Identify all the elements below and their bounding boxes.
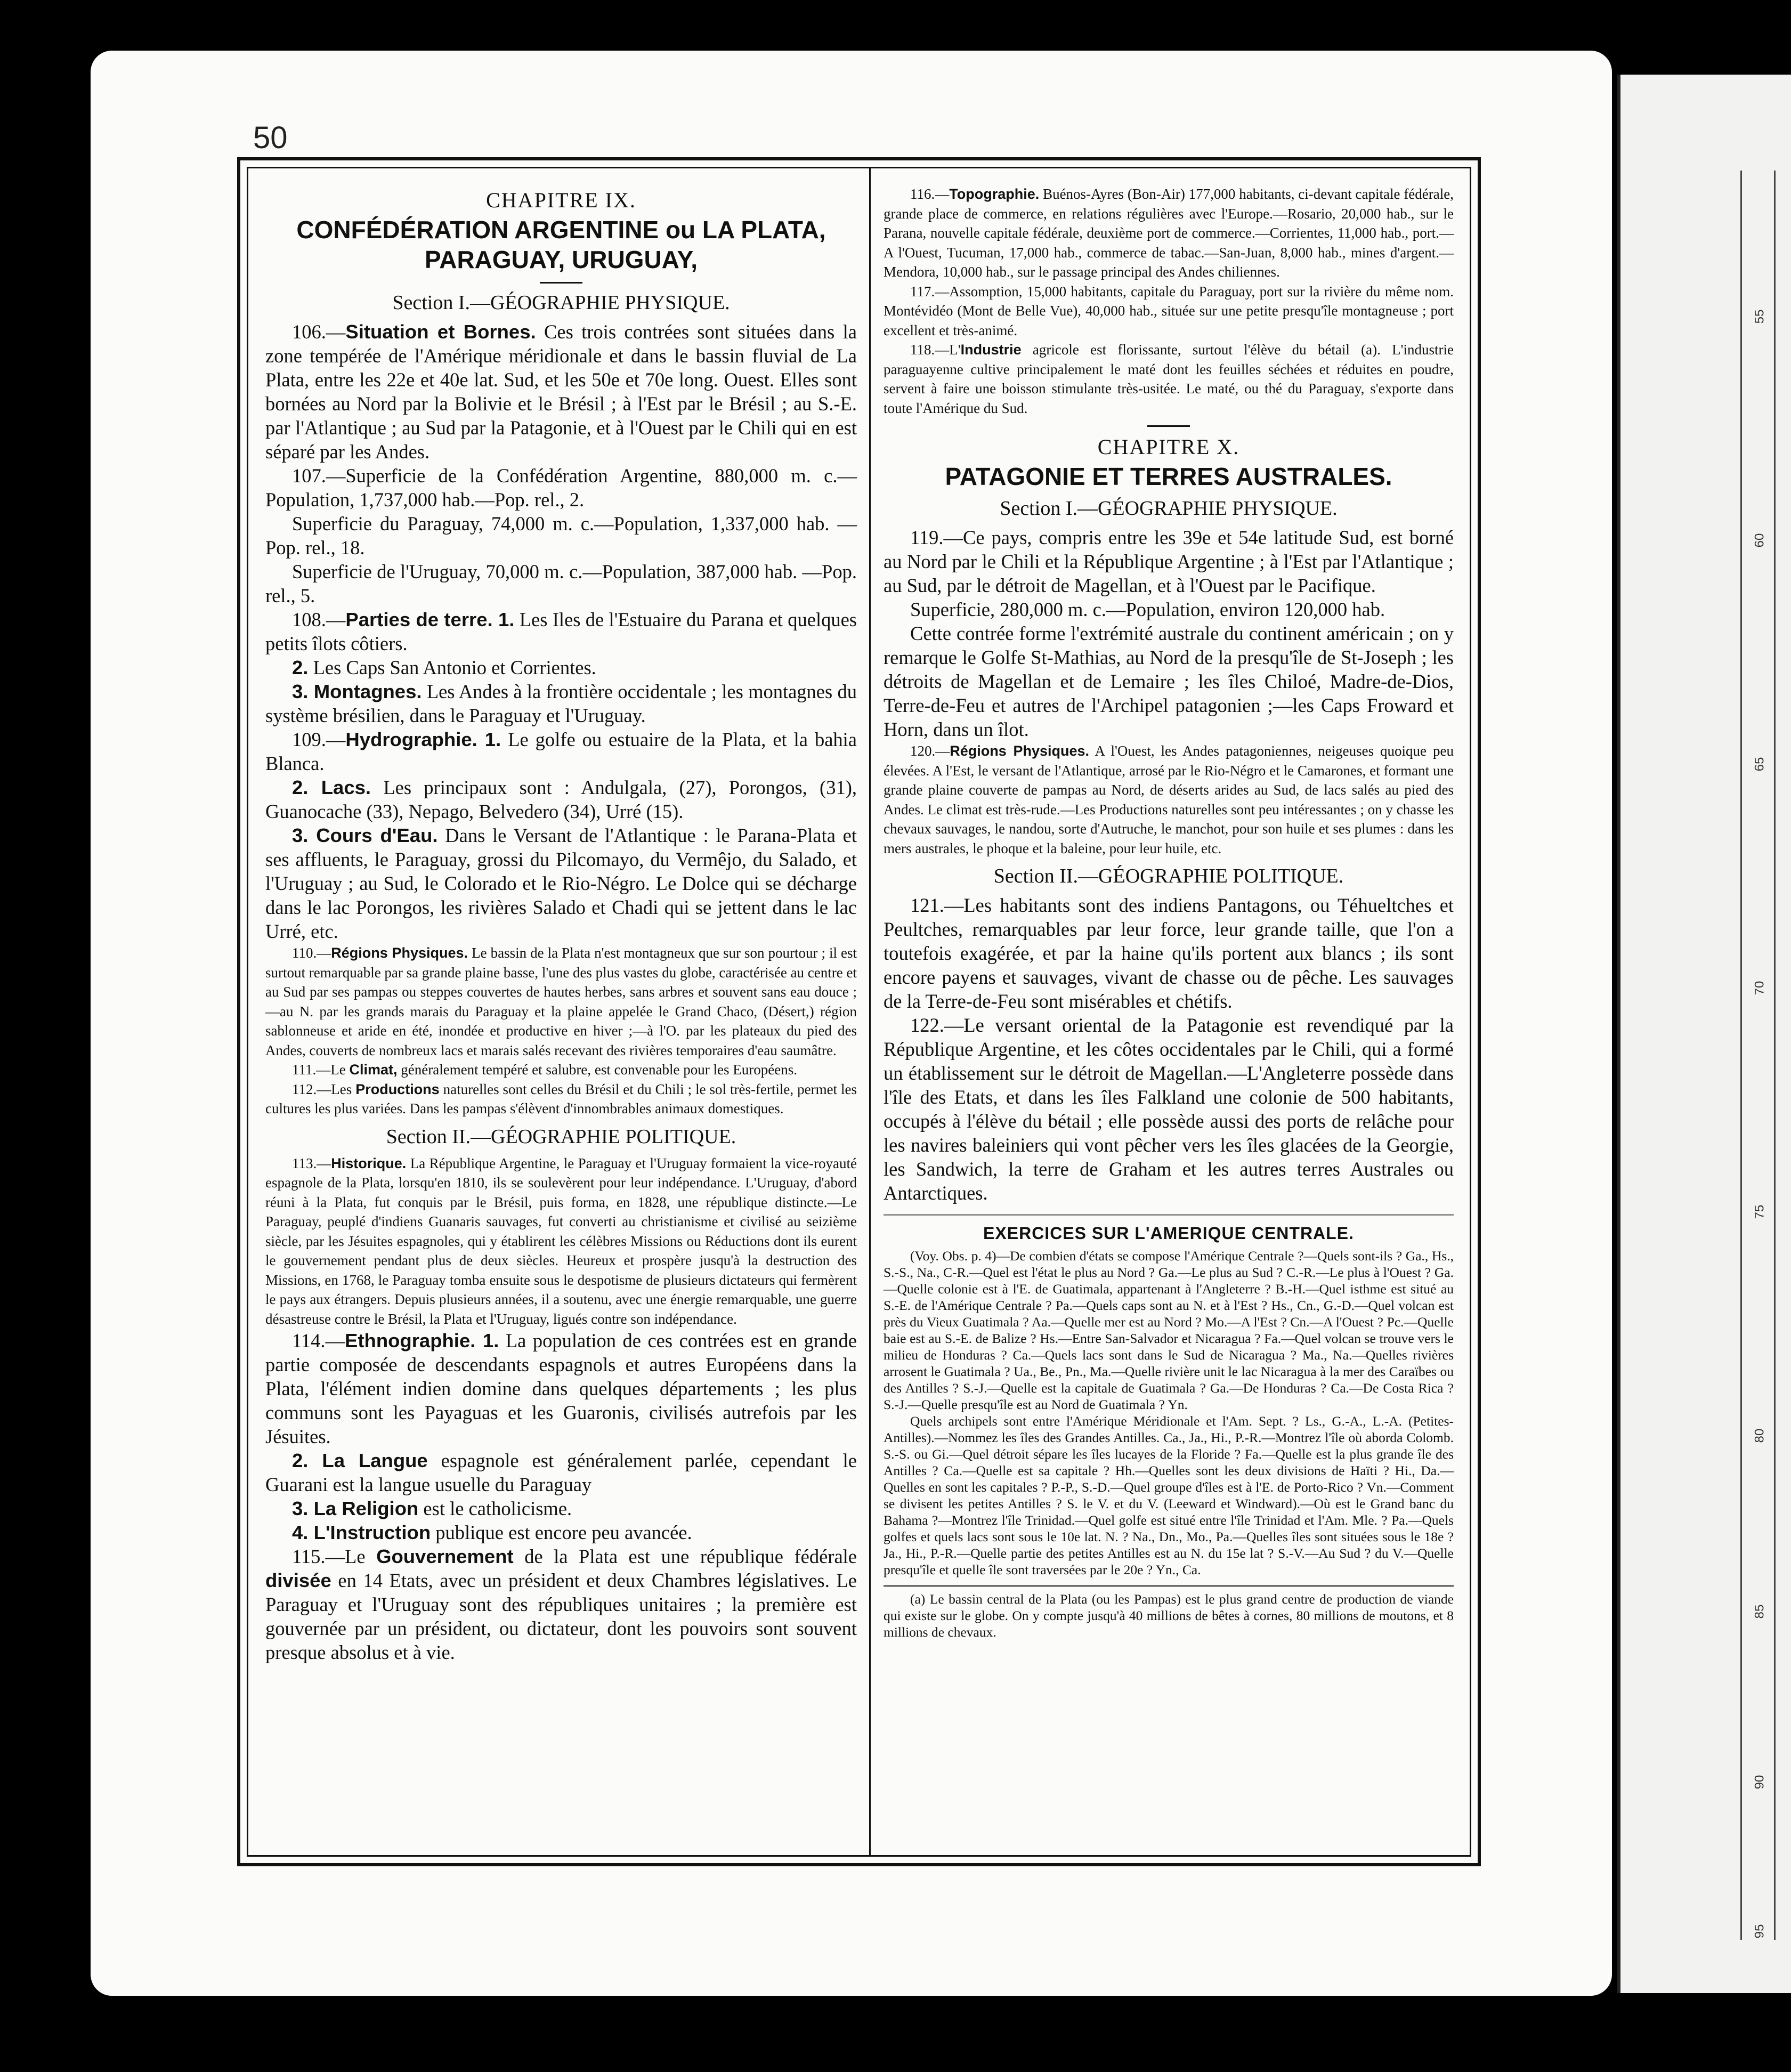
- exercise-block-2: Quels archipels sont entre l'Amérique Méridionale et l'Am. Sept. ? Ls., G.-A., L.-A. (Petites-Antilles).—Nommez les îles des Grandes Antilles. Ca., Ja., Hi., P.-R.—Montrez l'île où aborda Colomb. S.-S. ou Gi.—Quel détroit sépare les îles lucayes de la Floride ? Fa.—Quelle est la plus grande île des Antilles ? Ca.—Quelle est sa capitale ? Hh.—Quelles sont les deux divisions de Haïti ? Hi., Da.—Quelles en sont les capitales ? P.-P., S.-D.—Quel groupe d'îles est à l'E. de Porto-Rico ? Vn.—Comment se divisent les petites Antilles ? S. le V. et du V. (Leeward et Windward).—Où est le Grand banc du Bahama ?—Montrez l'île Trinidad.—Quel golfe est situé entre l'île Trinidad et l'Am. Mle. ? Pa.—Quels golfes et quels lacs sont sous le 10e lat. N. ? Na., Dn., Mo., Pa.—Quelles îles sont situées sous le 18e ? Ja., Hi., P.-R.—Quelle partie des petites Antilles est au N. du 15e lat ? S.-V.—Au Sud ? du V.—Quelle presqu'île et quelle île sont traversées par le 20e ? Yn., Ca.: [884, 1413, 1454, 1577]
- ruler-label: 85: [1752, 1604, 1767, 1619]
- chapter-rule: [1147, 425, 1190, 427]
- paragraph-111: 111.—Le Climat, généralement tempéré et salubre, est convenable pour les Européens.: [292, 1062, 797, 1078]
- section-heading: Section I.—GÉOGRAPHIE PHYSIQUE.: [1000, 497, 1338, 520]
- content-frame: [237, 157, 1481, 1866]
- exercise-block-1: (Voy. Obs. p. 4)—De combien d'états se compose l'Amérique Centrale ?—Quels sont-ils ? Ga., Hs., S.-S., Na., C-R.—Quel est l'état le plus au Nord ? Ga.—Le plus au Sud ? C.-R.—Le plus à l'Ouest ? Ga.—Quelle colonie est à l'E. de Guatimala, appartenant à l'Angleterre ? B.-H.—Quel isthme est situé au S.-E. de l'Amérique Centrale ? Pa.—Quels caps sont au N. et à l'Est ? Hs., Cn., G.-D.—Quel volcan est près du Vieux Guatimala ? Aa.—Quelle mer est au Nord ? Mo.—A l'Est ? Cn.—A l'Ouest ? Pc.—Quelle baie est au S.-E. de Balize ? Hs.—Entre San-Salvador et Nicaragua ? Fa.—Quel volcan se trouve vers le milieu de Honduras ? Ca.—Quels lacs sont dans le Sud de Nicaragua ? Ma., Na.—Quelles rivières arrosent le Guatimala ? Ua., Be., Pn., Ma.—Quelle rivière unit le lac Nicaragua à la mer des Caraïbes ou des Antilles ? S.-J.—Quelle est la capitale de Guatimala ? Ga.—De Honduras ? Ca.—De Costa Rica ? S.-J.—Quelle presqu'île est au Nord de Guatimala ? Yn.: [884, 1248, 1454, 1412]
- paragraph-109-2: 2. Lacs. Les principaux sont : Andulgala, (27), Porongos, (31), Guanocache (33), Nepago, Belvedero (34), Urré (15).: [265, 776, 857, 822]
- paragraph-115: 115.—Le Gouvernement de la Plata est une république fédérale divisée en 14 Etats, avec un président et deux Chambres législatives. Le Paraguay et l'Uruguay sont des républiques unitaires ; la première est gouvernée par un président, ou dictateur, dont les pouvoirs sont souvent presque absolus et à vie.: [265, 1545, 857, 1663]
- side-scale-ruler: [1740, 171, 1776, 1940]
- paragraph-110: 110.—Régions Physiques. Le bassin de la Plata n'est montagneux que sur son pourtour ; il est surtout remarquable par sa grande plaine basse, l'une des plus vastes du globe, caractérisée au centre et au Sud par ses pampas ou steppes couvertes de hautes herbes, sans arbres et souvent sans eau douce ;—au N. par les grands marais du Paraguay et la plaine appelée le Grand Chaco, (Désert,) région sablonneuse et aride en été, inondée et productive en hiver ;—à l'O. par les plateaux du pied des Andes, couverts de nombreux lacs et marais salés recevant des rivières temporaires d'eau saumâtre.: [265, 945, 857, 1058]
- ruler-label: 70: [1752, 981, 1767, 995]
- paragraph-114: 114.—Ethnographie. 1. La population de ces contrées est en grande partie composée de descendants espagnols et autres Européens dans la Plata, l'élément indien domine dans quelques départements ; les plus communs sont les Payaguas et les Guaronis, civilisés autrefois par les Jésuites.: [265, 1330, 857, 1447]
- ruler-label: 75: [1752, 1204, 1767, 1219]
- paragraph-113: 113.—Historique. La République Argentine, le Paraguay et l'Uruguay formaient la vice-royauté espagnole de la Plata, lorsqu'en 1810, ils se soulevèrent pour leur indépendance. L'Uruguay, d'abord réuni à la Plata, fut conquis par le Brésil, puis forma, en 1828, une république distincte.—Le Paraguay, peuplé d'indiens Guanaris sauvages, fut converti au christianisme et civilisé au seizième siècle, par les Jésuites espagnoles, qui y établirent les célèbres Missions ou Réductions dont ils eurent le gouvernement pendant plus de deux siècles. Heureux et prospère jusqu'à la destruction des Missions, en 1768, le Paraguay tomba ensuite sous le despotisme de plusieurs dictateurs qui fermèrent le pays aux étrangers. Depuis plusieurs années, il a soutenu, avec une énergie remarquable, une guerre désastreuse contre le Brésil, la Plata et l'Uruguay, ligués contre son indépendance.: [265, 1155, 857, 1327]
- paragraph-119b: Superficie, 280,000 m. c.—Population, environ 120,000 hab.: [910, 598, 1385, 620]
- paragraph-108-3: 3. Montagnes. Les Andes à la frontière occidentale ; les montagnes du système brésilien, dans le Paraguay et l'Uruguay.: [265, 681, 857, 726]
- paragraph-119c: Cette contrée forme l'extrémité australe du continent américain ; on y remarque le Golfe St-Mathias, au Nord de la presqu'île de St-Joseph ; les détroits de Magellan et de Lemaire ; les îles Chiloé, Madre-de-Dios, Terre-de-Feu et autres de l'Archipel patagonien ;—les Caps Froward et Horn, dans un îlot.: [884, 622, 1454, 740]
- chapter-heading: CHAPITRE X.: [1097, 435, 1240, 459]
- chapter-title: PATAGONIE ET TERRES AUSTRALES.: [945, 463, 1392, 490]
- paragraph-119: 119.—Ce pays, compris entre les 39e et 54e latitude Sud, est borné au Nord par le Chili et la République Argentine ; à l'Est par l'Atlantique ; au Sud, par le détroit de Magellan, et à l'Ouest par le Pacifique.: [884, 527, 1454, 596]
- ruler-label: 90: [1752, 1775, 1767, 1790]
- paragraph-112: 112.—Les Productions naturelles sont celles du Brésil et du Chili ; le sol très-fertile, permet les cultures les plus variées. Dans les pampas s'élèvent d'innombrables animaux domestiques.: [265, 1081, 857, 1116]
- paragraph-114-2: 2. La Langue espagnole est généralement parlée, cependant le Guarani est la langue usuelle du Paraguay: [265, 1450, 857, 1495]
- paragraph-114-4: 4. L'Instruction publique est encore peu avancée.: [292, 1521, 692, 1543]
- exercise-separator: [884, 1215, 1454, 1216]
- title-rule: [540, 282, 582, 284]
- adjacent-page-edge: [1617, 75, 1791, 1993]
- paragraph-114-3: 3. La Religion est le catholicisme.: [292, 1498, 572, 1519]
- paragraph-106: 106.—Situation et Bornes. Ces trois contrées sont situées dans la zone tempérée de l'Amérique méridionale et dans le bassin fluvial de La Plata, entre les 22e et 40e lat. Sud, et les 50e et 70e long. Ouest. Elles sont bornées au Nord par la Bolivie et le Brésil ; à l'Est par le Brésil ; au S.-E. par l'Atlantique ; au Sud par la Patagonie, et à l'Ouest par le Chili qui en est séparé par les Andes.: [265, 321, 857, 463]
- ruler-label: 80: [1752, 1428, 1767, 1443]
- chapter-heading: CHAPITRE IX.: [486, 188, 636, 212]
- paragraph-121: 121.—Les habitants sont des indiens Pantagons, ou Téhueltches et Peultches, remarquables par leur force, leur grande taille, que l'on a toutefois exagérée, et par la haine qu'ils portent aux blancs ; ils sont encore payens et sauvages, vivant de chasse ou de pêche. Les sauvages de la Terre-de-Feu sont misérables et chétifs.: [884, 894, 1454, 1012]
- ruler-label: 55: [1752, 309, 1767, 324]
- ruler-label: 60: [1752, 533, 1767, 548]
- footnote: (a) Le bassin central de la Plata (ou les Pampas) est le plus grand centre de production de viande qui existe sur le globe. On y compte jusqu'à 40 millions de bêtes à cornes, 80 millions de moutons, et 8 millions de chevaux.: [884, 1591, 1454, 1640]
- paragraph-109: 109.—Hydrographie. 1. Le golfe ou estuaire de la Plata, et la bahia Blanca.: [265, 729, 857, 774]
- paragraph-109-3: 3. Cours d'Eau. Dans le Versant de l'Atlantique : le Parana-Plata et ses affluents, le Paraguay, grossi du Pilcomayo, du Vermêjo, du Salado, et l'Uruguay ; au Sud, le Colorado et le Rio-Négro. Le Dolce qui se décharge dans le lac Porongos, les rivières Salado et Chadi qui se jettent dans le lac Urré, etc.: [265, 824, 857, 942]
- ruler-label: 95: [1752, 1924, 1767, 1939]
- paragraph-107b: Superficie du Paraguay, 74,000 m. c.—Population, 1,337,000 hab. —Pop. rel., 18.: [265, 513, 857, 559]
- left-column: [265, 184, 857, 1839]
- inner-frame: [247, 167, 1471, 1857]
- paragraph-117: 117.—Assomption, 15,000 habitants, capitale du Paraguay, port sur la rivière du même nom. Montévidéo (Mont de Belle Vue), 40,000 hab., située sur une petite presqu'île montagneuse ; port excellent et très-animé.: [884, 283, 1454, 338]
- page-number: 50: [253, 120, 288, 155]
- right-column: [884, 184, 1454, 1839]
- chapter-title: CONFÉDÉRATION ARGENTINE ou LA PLATA,: [296, 216, 826, 244]
- exercise-title: EXERCICES SUR L'AMERIQUE CENTRALE.: [983, 1224, 1354, 1243]
- section-heading: Section II.—GÉOGRAPHIE POLITIQUE.: [993, 865, 1344, 887]
- paragraph-116: 116.—Topographie. Buénos-Ayres (Bon-Air) 177,000 habitants, ci-devant capitale fédérale, grande place de commerce, en relations régulières avec l'Europe.—Rosario, 20,000 hab., sur le Parana, nouvelle capitale fédérale, deuxième port de commerce.—Corrientes, 11,000 hab., port.—A l'Ouest, Tucuman, 17,000 hab., commerce de tabac.—San-Juan, 8,000 hab., mines d'argent.—Mendora, 10,000 hab., sur le passage principal des Andes chiliennes.: [884, 186, 1454, 280]
- paragraph-120: 120.—Régions Physiques. A l'Ouest, les Andes patagoniennes, neigeuses quoique peu élevées. A l'Est, le versant de l'Atlantique, arrosé par le Rio-Négro et le Camarones, et formant une grande plaine couverte de pampas au Nord, de déserts arides au Sud, de lacs salés au pied des Andes. Le climat est très-rude.—Les Productions naturelles sont peu intéressantes ; on y chasse les chevaux sauvages, le nandou, sorte d'Autruche, le manchot, pour son huile et ses plumes : dans les mers australes, le phoque et la baleine, pour leur huile, etc.: [884, 743, 1454, 856]
- section-heading: Section I.—GÉOGRAPHIE PHYSIQUE.: [392, 292, 730, 314]
- column-divider: [869, 168, 871, 1855]
- paragraph-108: 108.—Parties de terre. 1. Les Iles de l'Estuaire du Parana et quelques petits îlots côtiers.: [265, 609, 857, 654]
- paragraph-107: 107.—Superficie de la Confédération Argentine, 880,000 m. c.—Population, 1,737,000 hab.—Pop. rel., 2.: [265, 465, 857, 511]
- paragraph-107c: Superficie de l'Uruguay, 70,000 m. c.—Population, 387,000 hab. —Pop. rel., 5.: [265, 561, 857, 606]
- paragraph-108-2: 2. Les Caps San Antonio et Corrientes.: [292, 657, 596, 678]
- footnote-rule: [884, 1585, 1454, 1587]
- paragraph-122: 122.—Le versant oriental de la Patagonie est revendiqué par la République Argentine, et les côtes occidentales par le Chili, qui a formé un établissement sur le détroit de Magellan.—L'Angleterre possède dans l'île des Etats, et dans les îles Falkland une colonie de 500 habitants, occupés à l'élève du bétail ; elle possède aussi des ports de relâche pour les navires baleiniers qui vont pêcher vers les îles glacées de la Georgie, les Sandwich, la terre de Graham et les autres terres Australes ou Antarctiques.: [884, 1014, 1454, 1204]
- section-heading: Section II.—GÉOGRAPHIE POLITIQUE.: [386, 1125, 736, 1148]
- ruler-label: 65: [1752, 757, 1767, 772]
- paragraph-118: 118.—L'Industrie agricole est florissante, surtout l'élève du bétail (a). L'industrie paraguayenne cultive principalement le maté dont les feuilles séchées et réduites en poudre, servent à faire une boisson stimulante très-usitée. Le maté, ou thé du Paraguay, s'exporte dans toute l'Amérique du Sud.: [884, 342, 1454, 416]
- chapter-title: PARAGUAY, URUGUAY,: [424, 246, 698, 273]
